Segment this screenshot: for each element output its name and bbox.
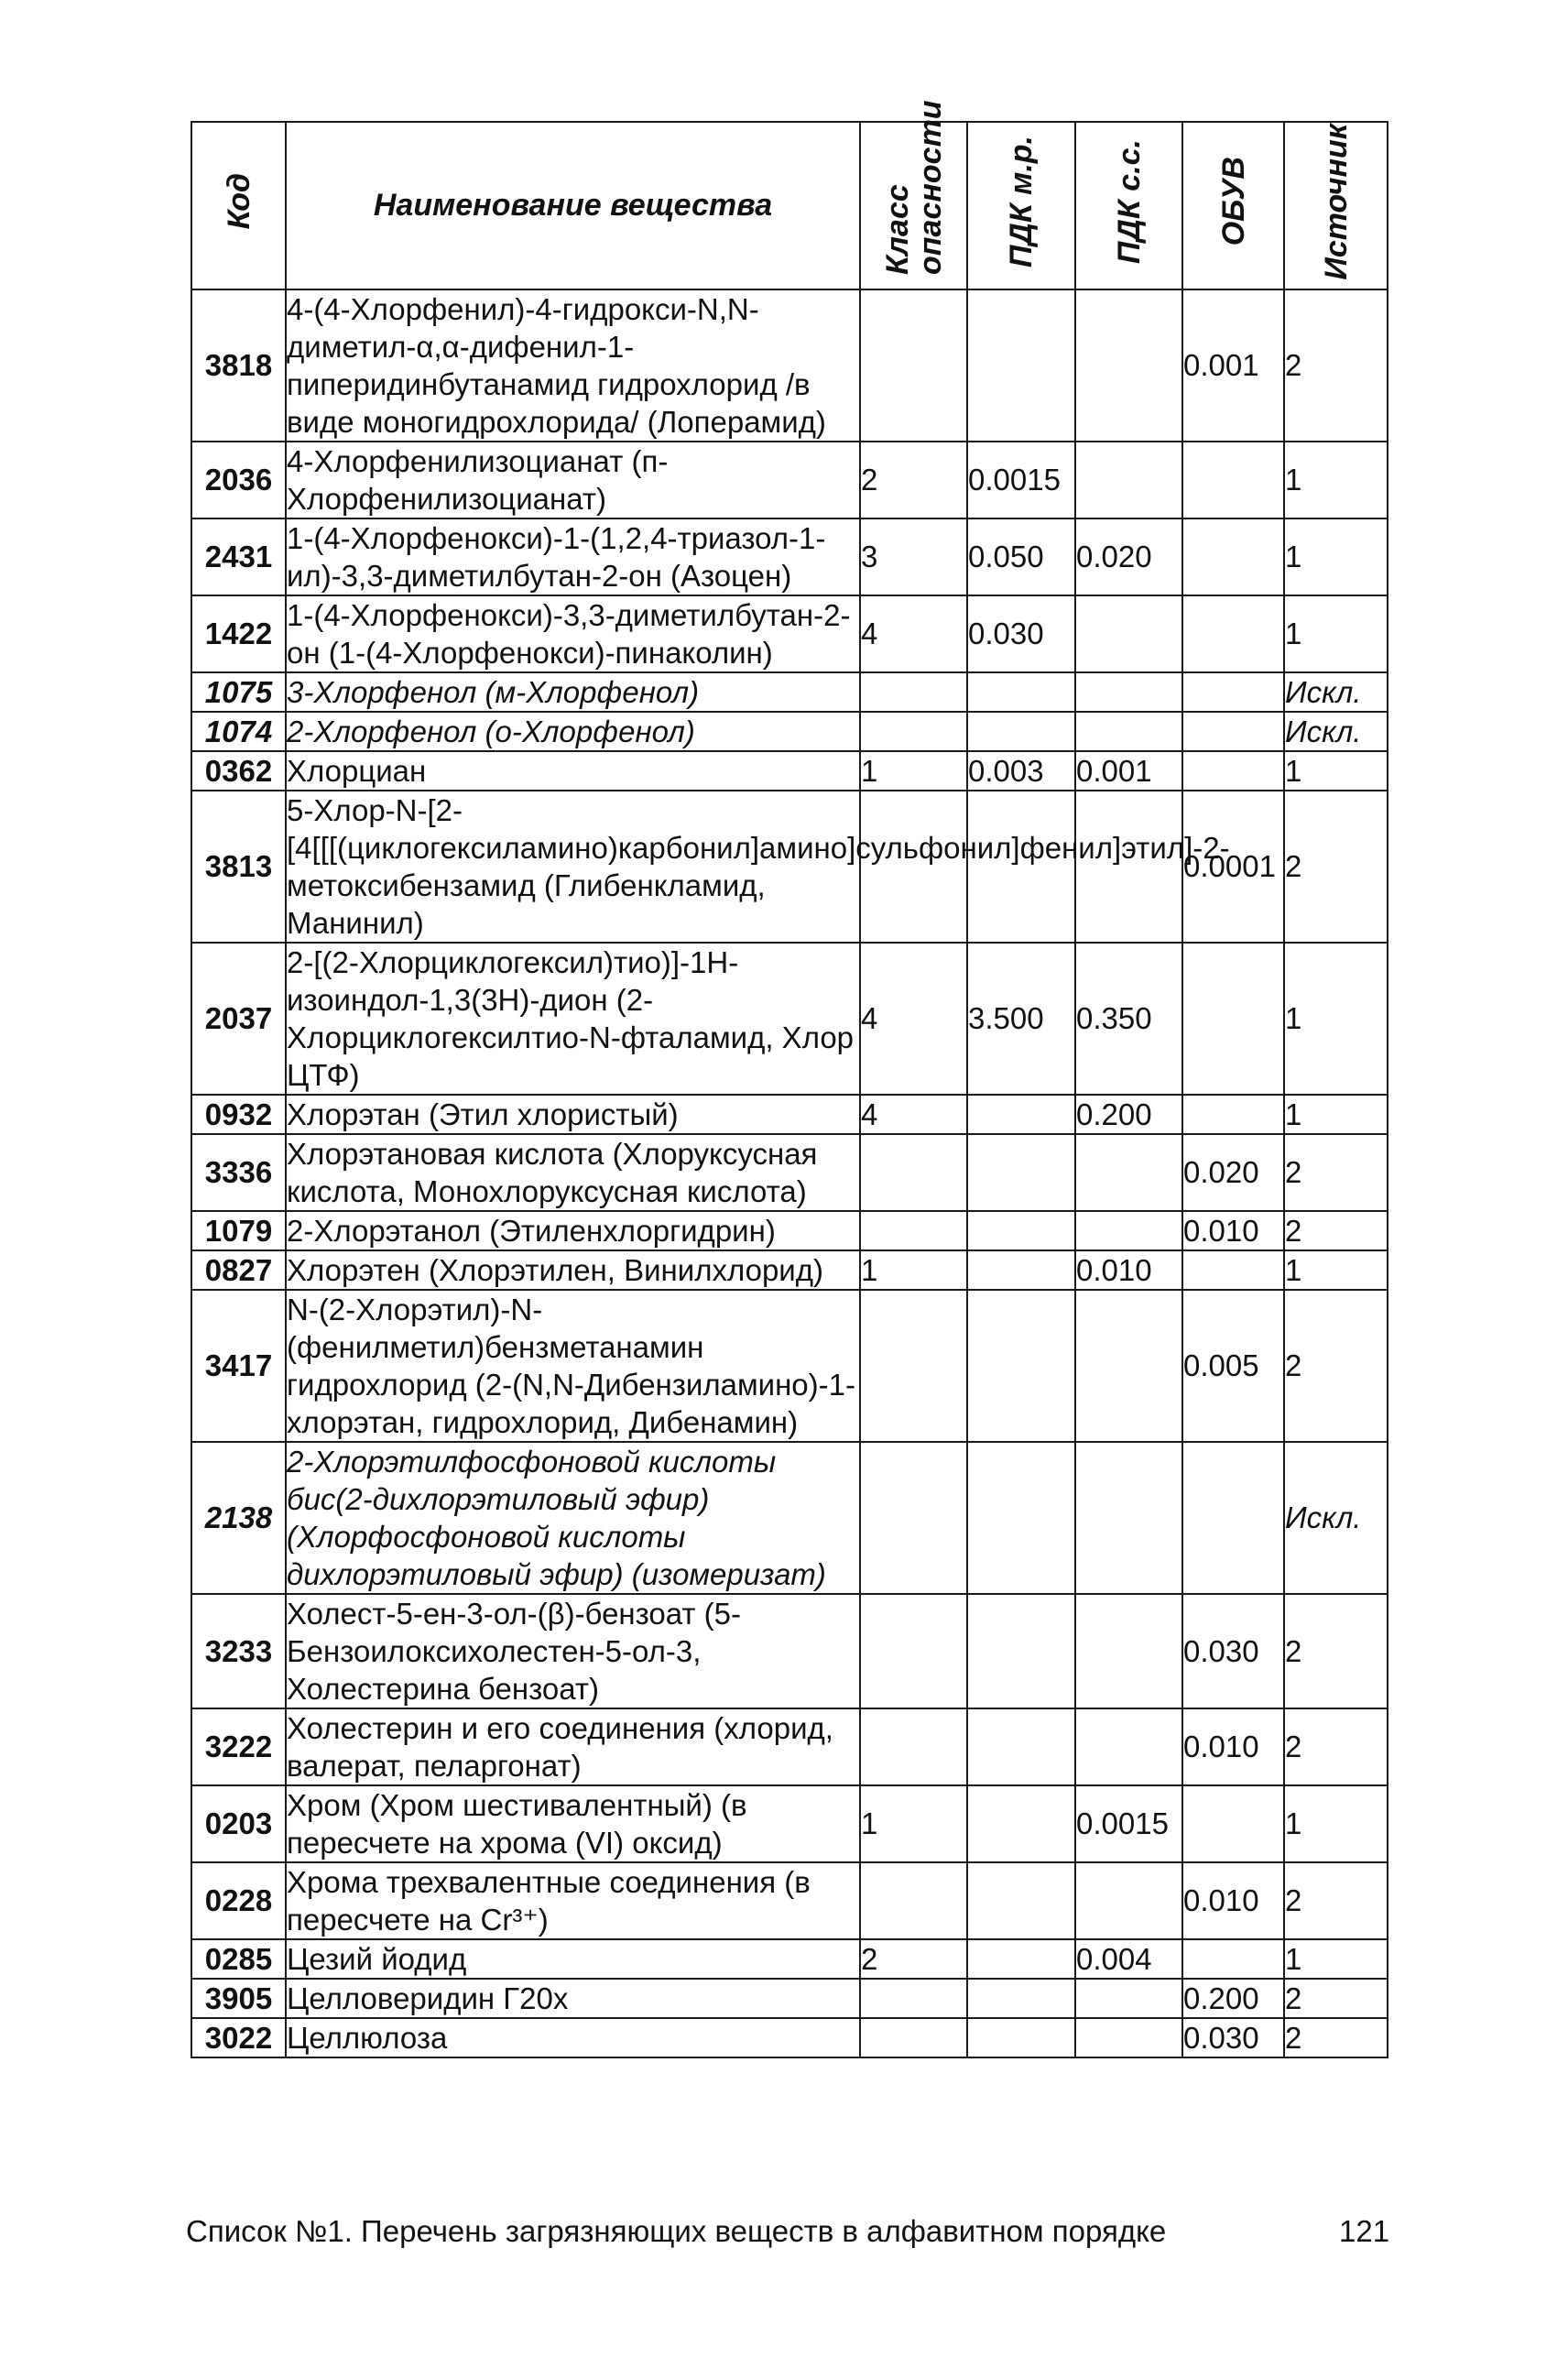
cell-name: Хром (Хром шестивалентный) (в пересчете на хрома (VI) оксид) [286,1785,860,1862]
cell-hazard-class [860,2018,967,2057]
cell-pdk-mr: 0.030 [967,595,1075,672]
cell-code: 1079 [191,1211,286,1250]
cell-name: N-(2-Хлорэтил)-N-(фенилметил)бензметанамин гидрохлорид (2-(N,N-Дибензиламино)-1-хлорэтан, гидрохлорид, Дибенамин) [286,1290,860,1442]
cell-name: Холестерин и его соединения (хлорид, валерат, пеларгонат) [286,1708,860,1785]
cell-pdk-mr [967,712,1075,751]
cell-pdk-mr: 3.500 [967,943,1075,1095]
cell-hazard-class: 2 [860,442,967,518]
cell-code: 2036 [191,442,286,518]
cell-code: 3813 [191,791,286,943]
table-row [191,289,1388,442]
cell-hazard-class: 4 [860,595,967,672]
cell-name: 5-Хлор-N-[2-[4[[[(циклогексиламино)карбонил]амино]сульфонил]фенил]этил]-2-метоксибензамид (Глибенкламид, Манинил) [286,791,860,943]
header-hazard-class [860,100,967,289]
cell-code: 2138 [191,1442,286,1594]
header-pdk-mr [967,122,1075,289]
cell-source: 2 [1284,1708,1388,1785]
cell-code: 0827 [191,1250,286,1290]
cell-obuv [1182,1095,1284,1134]
cell-source: 1 [1284,518,1388,595]
cell-hazard-class [860,1862,967,1939]
cell-pdk-ss: 0.010 [1075,1250,1182,1290]
cell-name: Хлорциан [286,751,860,791]
table-body [191,289,1388,2057]
header-pdk-ss [1075,122,1182,289]
cell-name: Хлорэтановая кислота (Хлоруксусная кислота, Монохлоруксусная кислота) [286,1134,860,1211]
cell-pdk-mr [967,1442,1075,1594]
cell-source: Искл. [1284,712,1388,751]
footer-caption: Список №1. Перечень загрязняющих веществ в алфавитном порядке [186,2214,1167,2248]
cell-pdk-mr [967,1862,1075,1939]
cell-pdk-ss [1075,672,1182,712]
table-row [191,2018,1388,2057]
header-obuv [1182,122,1284,289]
cell-code: 0203 [191,1785,286,1862]
table-row [191,442,1388,518]
cell-pdk-ss: 0.0015 [1075,1785,1182,1862]
cell-obuv [1182,595,1284,672]
cell-hazard-class: 1 [860,1250,967,1290]
cell-code: 0228 [191,1862,286,1939]
cell-source: 2 [1284,1594,1388,1708]
cell-pdk-ss [1075,442,1182,518]
cell-hazard-class [860,289,967,442]
substances-table [191,100,1388,2058]
cell-code: 3818 [191,289,286,442]
cell-hazard-class [860,1979,967,2018]
cell-pdk-ss [1075,1708,1182,1785]
cell-obuv [1182,712,1284,751]
cell-source: 2 [1284,1290,1388,1442]
cell-obuv: 0.020 [1182,1134,1284,1211]
table-row [191,595,1388,672]
table-row [191,751,1388,791]
cell-pdk-mr: 0.050 [967,518,1075,595]
cell-pdk-mr [967,672,1075,712]
cell-name: 2-Хлорэтилфосфоновой кислоты бис(2-дихлорэтиловый эфир) (Хлорфосфоновой кислоты дихлорэтиловый эфир) (изомеризат) [286,1442,860,1594]
cell-hazard-class [860,672,967,712]
header-pdk-ss-label: ПДК с.с. [1111,138,1147,265]
cell-pdk-mr [967,1939,1075,1979]
cell-pdk-ss [1075,1211,1182,1250]
cell-pdk-ss [1075,289,1182,442]
cell-pdk-ss [1075,1862,1182,1939]
cell-hazard-class [860,712,967,751]
cell-source: 1 [1284,442,1388,518]
cell-pdk-mr [967,1250,1075,1290]
cell-obuv: 0.005 [1182,1290,1284,1442]
cell-pdk-mr [967,1785,1075,1862]
cell-pdk-ss: 0.001 [1075,751,1182,791]
cell-code: 0285 [191,1939,286,1979]
table-row [191,1134,1388,1211]
cell-hazard-class: 3 [860,518,967,595]
cell-pdk-ss [1075,1134,1182,1211]
table-row [191,1594,1388,1708]
cell-code: 1075 [191,672,286,712]
header-hazard-class-label: Класс опасности [879,100,948,275]
cell-name: Холест-5-ен-3-ол-(β)-бензоат (5-Бензоилоксихолестен-5-ол-3, Холестерина бензоат) [286,1594,860,1708]
cell-code: 3905 [191,1979,286,2018]
cell-obuv: 0.010 [1182,1862,1284,1939]
cell-hazard-class [860,1290,967,1442]
cell-pdk-mr [967,1594,1075,1708]
cell-pdk-mr [967,1979,1075,2018]
cell-pdk-mr: 0.003 [967,751,1075,791]
cell-source: 2 [1284,791,1388,943]
cell-pdk-ss [1075,1442,1182,1594]
substances-table-wrap [191,100,1387,2058]
cell-name: Цезий йодид [286,1939,860,1979]
cell-hazard-class: 4 [860,1095,967,1134]
cell-pdk-mr [967,1095,1075,1134]
cell-obuv [1182,1939,1284,1979]
table-row [191,1095,1388,1134]
cell-obuv [1182,751,1284,791]
table-row [191,1939,1388,1979]
cell-code: 3022 [191,2018,286,2057]
cell-obuv [1182,442,1284,518]
cell-code: 1422 [191,595,286,672]
table-row [191,791,1388,943]
cell-name: 2-[(2-Хлорциклогексил)тио)]-1Н-изоиндол-1,3(3Н)-дион (2-Хлорциклогексилтио-N-фталамид, Хлор ЦТФ) [286,943,860,1095]
table-row [191,1211,1388,1250]
cell-source: Искл. [1284,1442,1388,1594]
cell-pdk-ss [1075,712,1182,751]
cell-code: 2431 [191,518,286,595]
header-source [1284,122,1388,289]
cell-obuv [1182,1442,1284,1594]
cell-obuv [1182,672,1284,712]
cell-hazard-class [860,1442,967,1594]
cell-obuv: 0.200 [1182,1979,1284,2018]
table-row [191,1979,1388,2018]
cell-hazard-class [860,1594,967,1708]
cell-obuv [1182,1785,1284,1862]
header-source-label: Источник [1318,123,1354,280]
cell-hazard-class [860,1708,967,1785]
header-code-label: Код [221,173,256,230]
cell-obuv: 0.0001 [1182,791,1284,943]
cell-source: 2 [1284,1211,1388,1250]
cell-pdk-ss [1075,595,1182,672]
cell-pdk-mr [967,791,1075,943]
cell-pdk-ss: 0.350 [1075,943,1182,1095]
cell-hazard-class: 1 [860,1785,967,1862]
cell-code: 0362 [191,751,286,791]
cell-pdk-mr [967,1211,1075,1250]
header-pdk-mr-label: ПДК м.р. [1004,135,1039,268]
cell-obuv: 0.001 [1182,289,1284,442]
cell-obuv: 0.030 [1182,2018,1284,2057]
cell-hazard-class: 4 [860,943,967,1095]
cell-pdk-ss [1075,1290,1182,1442]
cell-pdk-ss: 0.020 [1075,518,1182,595]
cell-obuv: 0.010 [1182,1708,1284,1785]
cell-name: Хрома трехвалентные соединения (в пересчете на Cr³⁺) [286,1862,860,1939]
cell-name: 1-(4-Хлорфенокси)-3,3-диметилбутан-2-он (1-(4-Хлорфенокси)-пинаколин) [286,595,860,672]
page-number: 121 [1339,2214,1390,2248]
cell-source: 2 [1284,1134,1388,1211]
cell-pdk-ss [1075,1594,1182,1708]
cell-source: 2 [1284,2018,1388,2057]
cell-code: 3222 [191,1708,286,1785]
table-row [191,1785,1388,1862]
table-header-row [191,122,1388,289]
table-row [191,1708,1388,1785]
header-name: Наименование вещества [286,122,860,289]
table-row [191,1290,1388,1442]
cell-name: 4-Хлорфенилизоцианат (п-Хлорфенилизоцианат) [286,442,860,518]
cell-source: Искл. [1284,672,1388,712]
cell-hazard-class [860,1134,967,1211]
cell-code: 3233 [191,1594,286,1708]
cell-source: 1 [1284,1785,1388,1862]
cell-name: 2-Хлорфенол (о-Хлорфенол) [286,712,860,751]
cell-name: Целлюлоза [286,2018,860,2057]
cell-code: 3417 [191,1290,286,1442]
cell-hazard-class [860,1211,967,1250]
cell-pdk-mr [967,1134,1075,1211]
cell-source: 2 [1284,1979,1388,2018]
cell-pdk-ss: 0.004 [1075,1939,1182,1979]
cell-name: 4-(4-Хлорфенил)-4-гидрокси-N,N-диметил-α,α-дифенил-1-пиперидинбутанамид гидрохлорид /в виде моногидрохлорида/ (Лоперамид) [286,289,860,442]
header-code [191,122,286,289]
cell-source: 1 [1284,1250,1388,1290]
cell-source: 2 [1284,1862,1388,1939]
cell-pdk-ss [1075,2018,1182,2057]
cell-pdk-mr [967,289,1075,442]
cell-pdk-mr: 0.0015 [967,442,1075,518]
table-row [191,1862,1388,1939]
table-row [191,1250,1388,1290]
cell-pdk-mr [967,1290,1075,1442]
table-row [191,518,1388,595]
cell-source: 1 [1284,751,1388,791]
cell-pdk-ss [1075,1979,1182,2018]
table-row [191,712,1388,751]
table-row [191,672,1388,712]
cell-pdk-mr [967,1708,1075,1785]
cell-code: 2037 [191,943,286,1095]
cell-obuv: 0.010 [1182,1211,1284,1250]
cell-code: 0932 [191,1095,286,1134]
cell-name: Хлорэтен (Хлорэтилен, Винилхлорид) [286,1250,860,1290]
cell-source: 2 [1284,289,1388,442]
cell-code: 1074 [191,712,286,751]
cell-hazard-class: 2 [860,1939,967,1979]
table-row [191,943,1388,1095]
cell-pdk-mr [967,2018,1075,2057]
cell-source: 1 [1284,943,1388,1095]
header-obuv-label: ОБУВ [1215,157,1251,246]
cell-source: 1 [1284,595,1388,672]
cell-hazard-class: 1 [860,751,967,791]
cell-name: 2-Хлорэтанол (Этиленхлоргидрин) [286,1211,860,1250]
cell-name: 1-(4-Хлорфенокси)-1-(1,2,4-триазол-1-ил)-3,3-диметилбутан-2-он (Азоцен) [286,518,860,595]
cell-source: 1 [1284,1095,1388,1134]
cell-code: 3336 [191,1134,286,1211]
cell-hazard-class [860,791,967,943]
cell-obuv [1182,518,1284,595]
cell-pdk-ss: 0.200 [1075,1095,1182,1134]
cell-obuv [1182,943,1284,1095]
cell-pdk-ss [1075,791,1182,943]
cell-name: Хлорэтан (Этил хлористый) [286,1095,860,1134]
cell-obuv [1182,1250,1284,1290]
cell-name: Целловеридин Г20х [286,1979,860,2018]
cell-obuv: 0.030 [1182,1594,1284,1708]
cell-name: 3-Хлорфенол (м-Хлорфенол) [286,672,860,712]
cell-source: 1 [1284,1939,1388,1979]
table-row [191,1442,1388,1594]
